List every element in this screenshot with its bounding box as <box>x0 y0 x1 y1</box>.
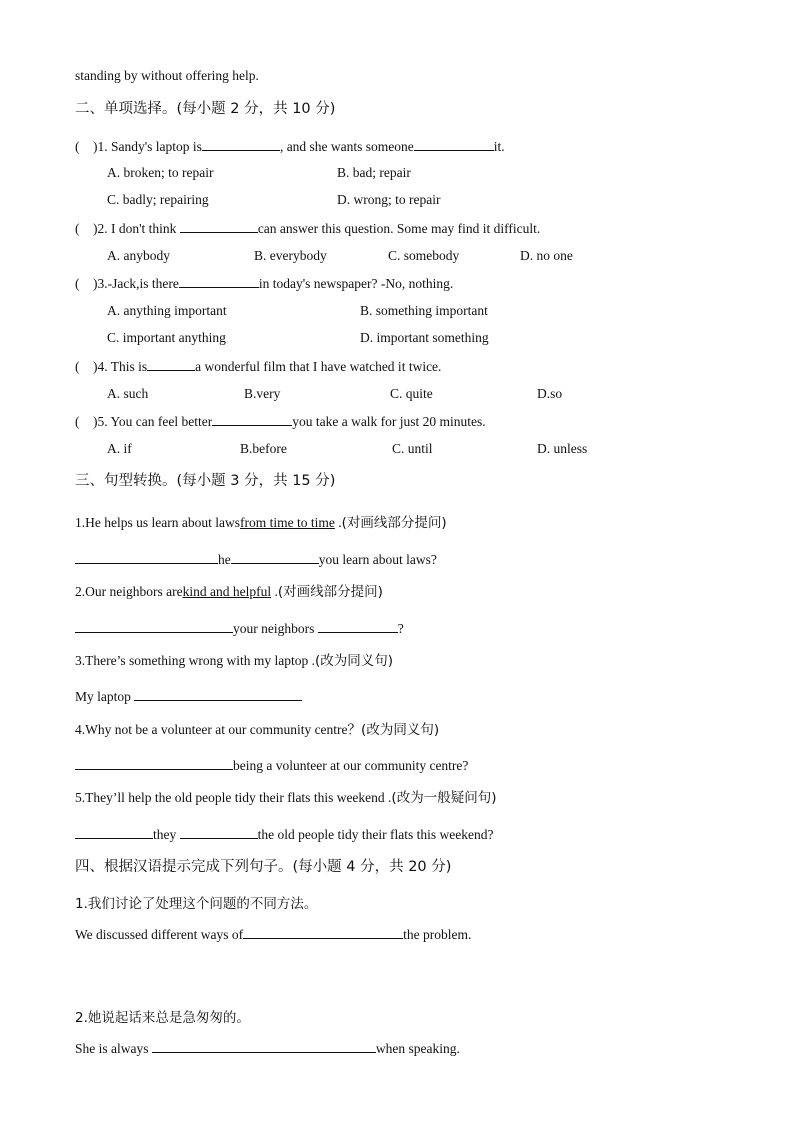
option-b[interactable]: B. bad; repair <box>337 165 411 180</box>
translation-sentence-1: We discussed different ways of the problem. <box>75 927 472 942</box>
previous-item-tail: standing by without offering help. <box>75 68 259 83</box>
transform-answer-4: being a volunteer at our community centre? <box>75 756 468 775</box>
answer-blank[interactable] <box>231 550 319 564</box>
answer-blank[interactable] <box>212 412 292 426</box>
option-b[interactable]: B. everybody <box>254 248 327 263</box>
mc-question-5: ( )5. You can feel better you take a walk for just 20 minutes. <box>75 414 486 429</box>
mc-question-3: ( )3.-Jack,is there in today's newspaper? -No, nothing. <box>75 276 454 291</box>
transform-question-5: 5.They’ll help the old people tidy their flats this weekend .(改为一般疑问句) <box>75 790 497 806</box>
option-a[interactable]: A. broken; to repair <box>107 165 214 180</box>
answer-paren: ( ) <box>75 359 98 374</box>
option-a[interactable]: A. anybody <box>107 248 170 263</box>
option-d[interactable]: D.so <box>537 386 563 401</box>
option-d[interactable]: D. unless <box>537 441 588 456</box>
answer-blank[interactable] <box>180 825 258 839</box>
section-three-heading: 三、句型转换。(每小题 3 分，共 15 分) <box>75 473 336 489</box>
option-c[interactable]: C. until <box>392 441 433 456</box>
answer-blank[interactable] <box>414 137 494 151</box>
option-d[interactable]: D. wrong; to repair <box>337 192 441 207</box>
answer-blank[interactable] <box>134 687 302 701</box>
answer-blank[interactable] <box>147 357 195 371</box>
transform-question-2: 2.Our neighbors arekind and helpful .(对画线部分提问) <box>75 584 383 600</box>
mc-question-2: ( )2. I don't think can answer this question. Some may find it difficult. <box>75 221 541 236</box>
mc-question-1: ( )1. Sandy's laptop is , and she wants someone it. <box>75 139 505 154</box>
translation-prompt-1: 1.我们讨论了处理这个问题的不同方法。 <box>75 896 318 912</box>
translation-prompt-2: 2.她说起话来总是急匆匆的。 <box>75 1010 250 1026</box>
option-a[interactable]: A. if <box>107 441 132 456</box>
transform-answer-3: My laptop <box>75 687 302 706</box>
option-a[interactable]: A. anything important <box>107 303 227 318</box>
option-c[interactable]: C. quite <box>390 386 433 401</box>
transform-question-3: 3.There’s something wrong with my laptop .(改为同义句) <box>75 653 394 669</box>
answer-blank[interactable] <box>179 274 259 288</box>
underlined-phrase: kind and helpful <box>182 584 272 599</box>
answer-paren: ( ) <box>75 139 98 154</box>
transform-question-4: 4.Why not be a volunteer at our community centre？(改为同义句) <box>75 722 440 738</box>
answer-blank[interactable] <box>152 1039 376 1053</box>
answer-paren: ( ) <box>75 414 98 429</box>
translation-sentence-2: She is always when speaking. <box>75 1041 460 1056</box>
option-c[interactable]: C. badly; repairing <box>107 192 209 207</box>
section-two-heading: 二、单项选择。(每小题 2 分，共 10 分) <box>75 101 336 117</box>
option-b[interactable]: B. something important <box>360 303 488 318</box>
option-a[interactable]: A. such <box>107 386 149 401</box>
answer-blank[interactable] <box>75 825 153 839</box>
option-c[interactable]: C. somebody <box>388 248 460 263</box>
option-b[interactable]: B.before <box>240 441 287 456</box>
option-d[interactable]: D. no one <box>520 248 573 263</box>
answer-blank[interactable] <box>202 137 280 151</box>
option-b[interactable]: B.very <box>244 386 281 401</box>
answer-blank[interactable] <box>180 219 258 233</box>
transform-answer-1: he you learn about laws? <box>75 550 437 569</box>
mc-question-4: ( )4. This is a wonderful film that I have watched it twice. <box>75 359 442 374</box>
answer-blank[interactable] <box>243 925 403 939</box>
answer-blank[interactable] <box>318 619 398 633</box>
answer-blank[interactable] <box>75 619 233 633</box>
transform-question-1: 1.He helps us learn about lawsfrom time to time .(对画线部分提问) <box>75 515 447 531</box>
transform-answer-5: they the old people tidy their flats this weekend? <box>75 825 493 844</box>
section-four-heading: 四、根据汉语提示完成下列句子。(每小题 4 分，共 20 分) <box>75 859 452 875</box>
option-c[interactable]: C. important anything <box>107 330 226 345</box>
underlined-phrase: from time to time <box>239 515 335 530</box>
transform-answer-2: your neighbors ? <box>75 619 404 638</box>
answer-blank[interactable] <box>75 756 233 770</box>
option-d[interactable]: D. important something <box>360 330 489 345</box>
answer-paren: ( ) <box>75 221 98 236</box>
answer-blank[interactable] <box>75 550 218 564</box>
answer-paren: ( ) <box>75 276 98 291</box>
